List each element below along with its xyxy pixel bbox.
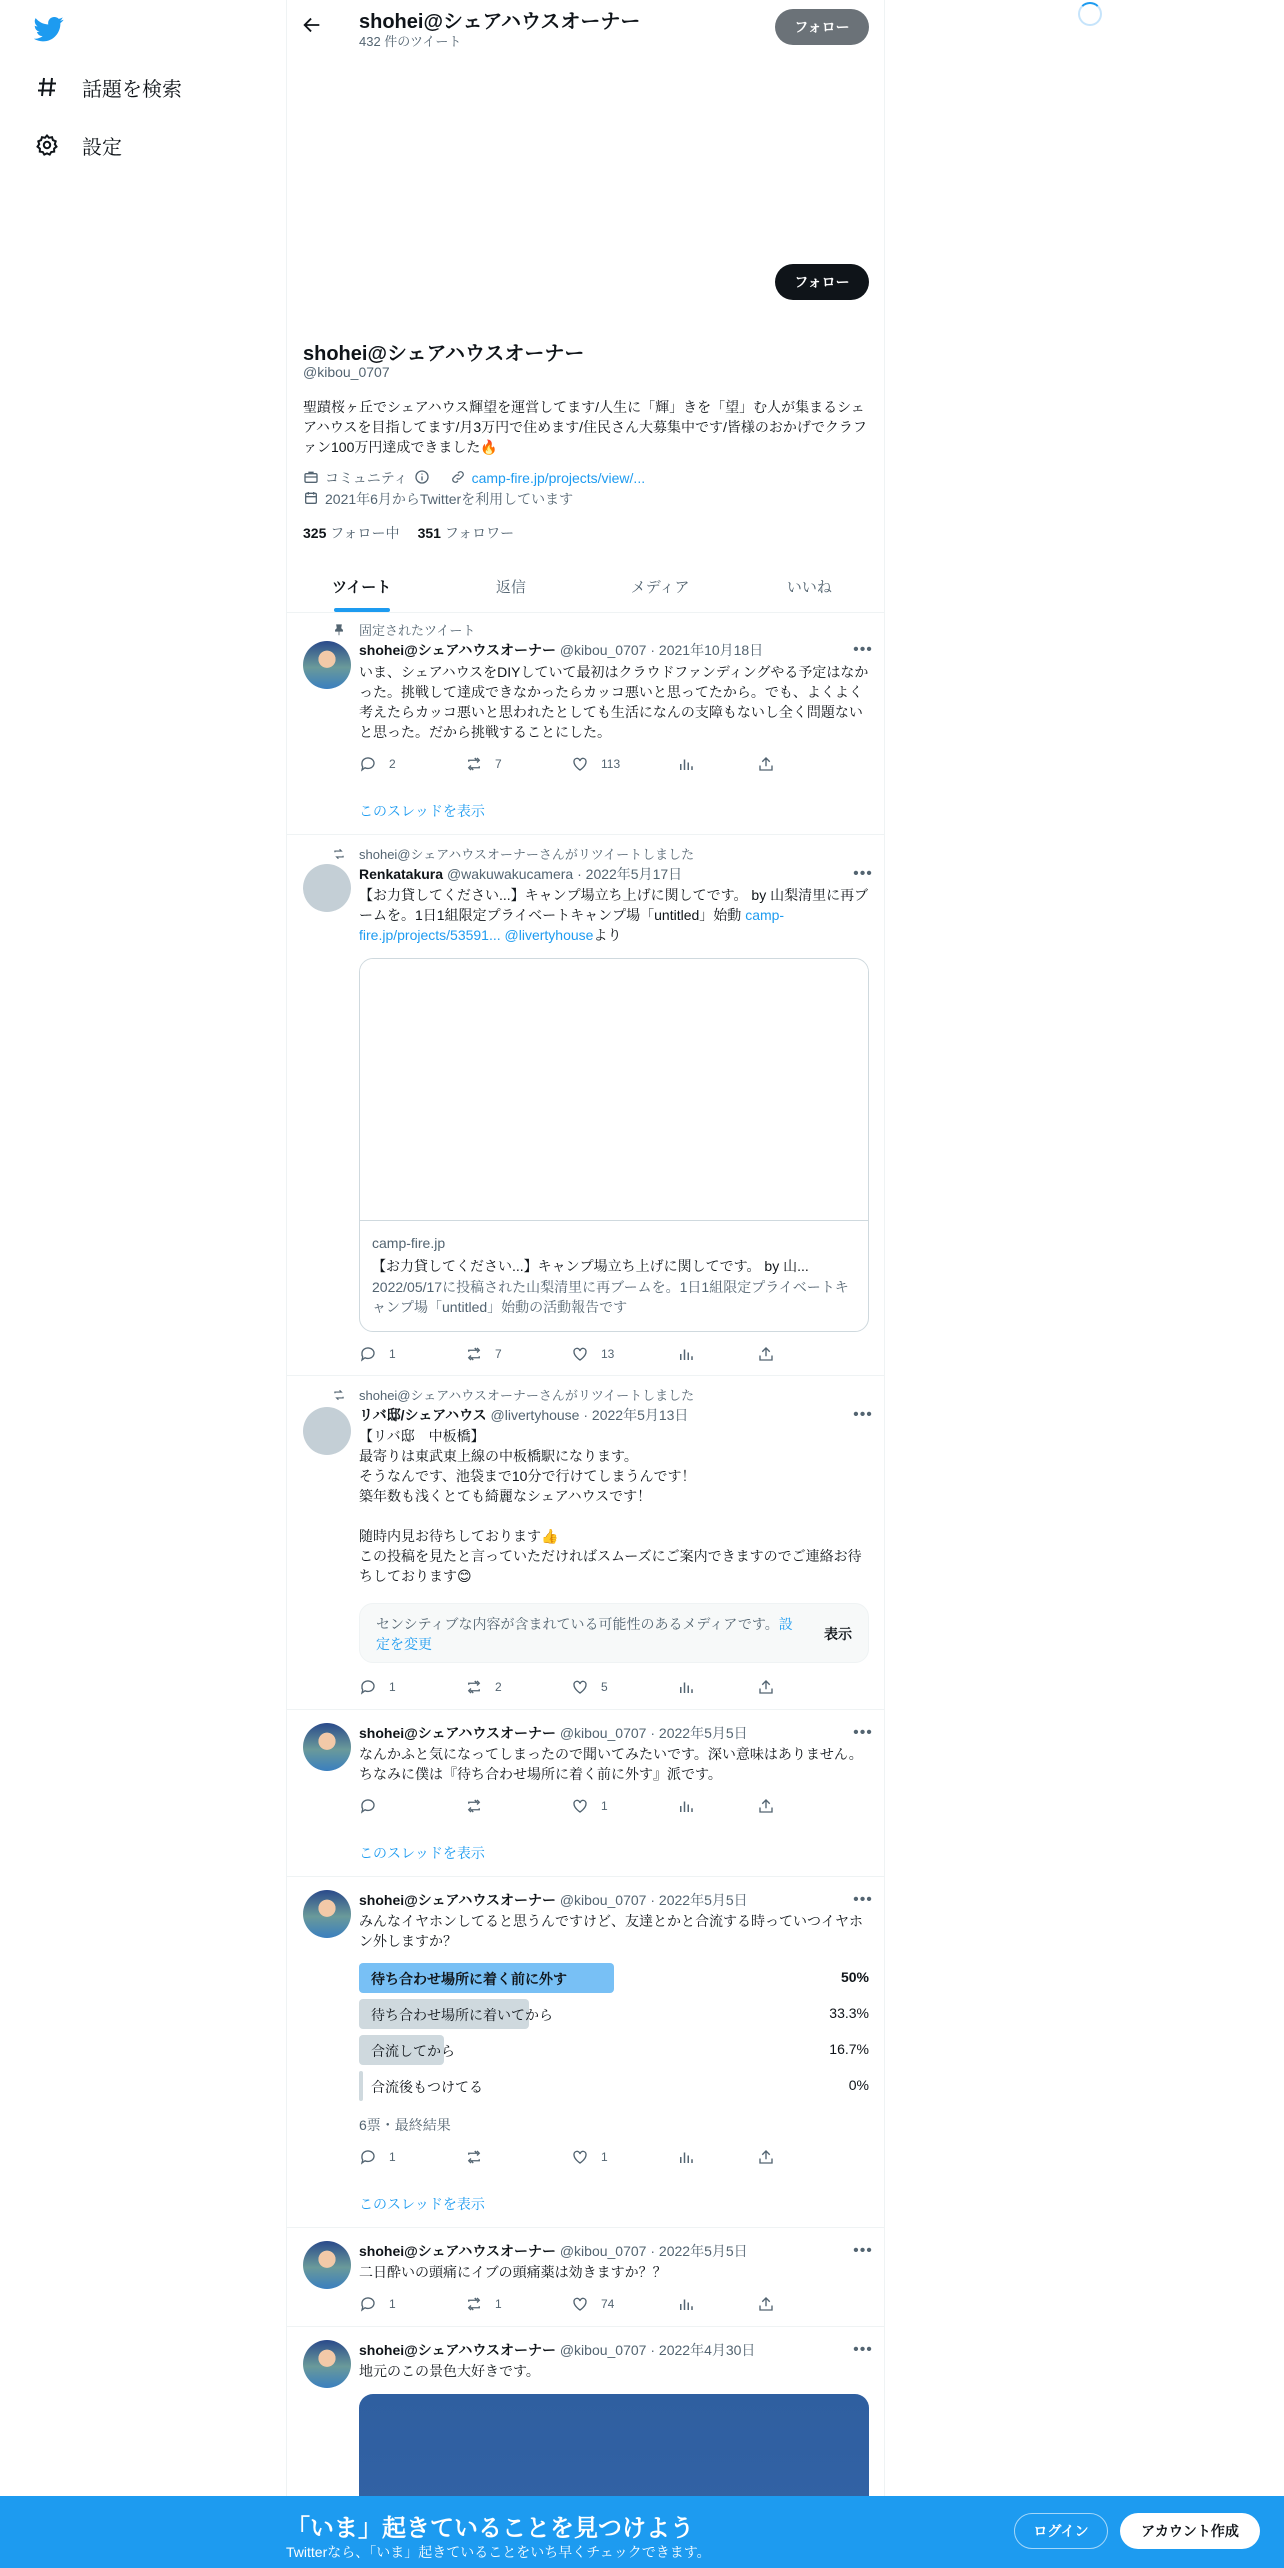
tweet[interactable] bbox=[287, 1377, 884, 1710]
reply-button[interactable]: 1 bbox=[359, 1678, 465, 1696]
avatar[interactable] bbox=[303, 864, 351, 912]
analytics-button[interactable] bbox=[677, 1797, 757, 1815]
profile-name: shohei@シェアハウスオーナー bbox=[303, 343, 585, 365]
retweet-icon bbox=[465, 1678, 483, 1696]
author-handle: @kibou_0707 bbox=[559, 1892, 647, 1908]
bar-chart-icon bbox=[677, 2148, 695, 2166]
calendar-icon bbox=[303, 490, 319, 509]
tweet[interactable] bbox=[287, 836, 884, 1376]
share-icon bbox=[757, 2148, 775, 2166]
signup-banner bbox=[0, 2496, 1284, 2568]
retweet-button[interactable] bbox=[465, 2148, 571, 2166]
heart-icon bbox=[571, 1678, 589, 1696]
avatar[interactable] bbox=[303, 2340, 351, 2388]
reply-button[interactable] bbox=[359, 1797, 465, 1815]
tweet-actions bbox=[359, 1677, 799, 1697]
nav-item-label: 話題を検索 bbox=[82, 78, 182, 101]
card-description: 2022/05/17に投稿された山梨清里に再ブームを。1日1組限定プライベートキャンプ場「untitled」始動の活動報告です bbox=[372, 1279, 849, 1315]
tab-media[interactable]: メディア bbox=[630, 579, 690, 596]
following-link[interactable]: 325 フォロー中 bbox=[303, 525, 400, 541]
tweet-actions bbox=[359, 2294, 799, 2314]
reply-icon bbox=[359, 755, 377, 773]
share-icon bbox=[757, 2295, 775, 2313]
banner-subtitle: Twitterなら、「いま」起きていることをいち早くチェックできます。 bbox=[286, 2544, 711, 2560]
pinned-context: 固定されたツイート bbox=[359, 620, 475, 639]
tweet[interactable] bbox=[287, 614, 884, 835]
card-image bbox=[360, 959, 868, 1221]
poll-meta: 6票・最終結果 bbox=[359, 2117, 451, 2133]
share-button[interactable] bbox=[757, 2148, 775, 2166]
tweet-actions bbox=[359, 754, 799, 774]
share-icon bbox=[757, 1678, 775, 1696]
nav-item-explore[interactable] bbox=[34, 67, 182, 107]
share-icon bbox=[757, 1797, 775, 1815]
heart-icon bbox=[571, 1797, 589, 1815]
show-thread-link[interactable]: このスレッドを表示 bbox=[359, 1845, 485, 1861]
tweet-actions bbox=[359, 2147, 799, 2167]
tab-replies[interactable]: 返信 bbox=[495, 579, 526, 596]
poll bbox=[359, 1963, 869, 2107]
reply-button[interactable]: 1 bbox=[359, 2295, 465, 2313]
tweet-header: Renkatakura @wakuwakucamera · 2022年5月17日 bbox=[359, 866, 683, 882]
reply-icon bbox=[359, 1345, 377, 1363]
share-icon bbox=[757, 755, 775, 773]
bar-chart-icon bbox=[677, 1345, 695, 1363]
author-handle: @kibou_0707 bbox=[559, 1725, 647, 1741]
tweet-text: 【お力貸してください...】キャンプ場立ち上げに関してです。 by 山梨清里に再ブームを。1日1組限定プライベートキャンプ場「untitled」始動 camp-fire.jp/projects/53591... @livertyhouseより bbox=[359, 887, 869, 943]
main-column bbox=[286, 0, 885, 2568]
loading-spinner-icon bbox=[1078, 2, 1102, 26]
analytics-button[interactable] bbox=[677, 2148, 757, 2166]
retweet-context: shohei@シェアハウスオーナーさんがリツイートしました bbox=[359, 844, 694, 863]
heart-icon bbox=[571, 2148, 589, 2166]
retweet-icon bbox=[465, 1345, 483, 1363]
author-name[interactable]: shohei@シェアハウスオーナー bbox=[359, 2243, 556, 2259]
like-button[interactable]: 1 bbox=[571, 2148, 677, 2166]
author-name[interactable]: shohei@シェアハウスオーナー bbox=[359, 1725, 556, 1741]
retweet-button[interactable]: 1 bbox=[465, 2295, 571, 2313]
profile-joined: 2021年6月からTwitterを利用しています bbox=[325, 491, 574, 507]
nav-item-settings[interactable] bbox=[34, 125, 122, 165]
left-nav bbox=[0, 0, 286, 200]
header-profile-name: shohei@シェアハウスオーナー bbox=[359, 11, 641, 33]
tweet-date[interactable]: 2021年10月18日 bbox=[658, 642, 764, 658]
retweet-icon bbox=[331, 1387, 347, 1403]
tweet-text: みんなイヤホンしてると思うんですけど、友達とかと合流する時っていつイヤホン外しますか？ bbox=[359, 1913, 863, 1949]
tweet-header: shohei@シェアハウスオーナー @kibou_0707 · 2021年10月18日 bbox=[359, 642, 764, 658]
more-options-icon[interactable]: ••• bbox=[853, 641, 873, 658]
tweet-link[interactable]: camp-fire.jp/projects/53591... bbox=[359, 907, 785, 943]
retweet-button[interactable]: 2 bbox=[465, 1678, 571, 1696]
profile-meta-row bbox=[303, 468, 645, 488]
more-options-icon[interactable]: ••• bbox=[853, 1891, 873, 1908]
hashtag-icon bbox=[34, 74, 60, 100]
author-name[interactable]: shohei@シェアハウスオーナー bbox=[359, 1892, 556, 1908]
tweet-actions bbox=[359, 1344, 799, 1364]
gear-icon bbox=[34, 132, 60, 158]
heart-icon bbox=[571, 2295, 589, 2313]
profile-joined-row bbox=[303, 489, 573, 509]
twitter-logo-icon[interactable] bbox=[34, 14, 64, 44]
poll-option: 合流後もつけてる 0% bbox=[359, 2071, 869, 2101]
avatar[interactable] bbox=[303, 1723, 351, 1771]
author-name[interactable]: shohei@シェアハウスオーナー bbox=[359, 642, 556, 658]
tweet-header: リバ邸/シェアハウス @livertyhouse · 2022年5月13日 bbox=[359, 1407, 689, 1423]
author-handle: @wakuwakucamera bbox=[446, 866, 574, 882]
briefcase-icon bbox=[303, 469, 319, 488]
reply-button[interactable]: 1 bbox=[359, 1345, 465, 1363]
author-handle: @kibou_0707 bbox=[559, 2243, 647, 2259]
analytics-button[interactable] bbox=[677, 1345, 757, 1363]
link-icon bbox=[450, 469, 466, 488]
avatar[interactable] bbox=[303, 2241, 351, 2289]
poll-option: 合流してから 16.7% bbox=[359, 2035, 869, 2065]
signup-button[interactable]: アカウント作成 bbox=[1120, 2513, 1260, 2549]
tweet-date[interactable]: 2022年5月5日 bbox=[658, 2243, 748, 2259]
profile-link[interactable]: camp-fire.jp/projects/view/... bbox=[471, 470, 646, 486]
pin-icon bbox=[331, 622, 347, 638]
like-button[interactable]: 113 bbox=[571, 755, 677, 773]
reply-icon bbox=[359, 1797, 377, 1815]
profile-tabs bbox=[287, 561, 884, 613]
share-button[interactable] bbox=[757, 755, 775, 773]
tweet-date[interactable]: 2022年5月17日 bbox=[585, 866, 683, 882]
tab-tweets[interactable]: ツイート bbox=[287, 561, 436, 612]
info-icon[interactable] bbox=[414, 469, 430, 488]
tweet-text: いま、シェアハウスをDIYしていて最初はクラウドファンディングやる予定はなかった。挑戦して達成できなかったらカッコ悪いと思ってたから。でも、よくよく考えたらカッコ悪いと思われたとしても生活になんの支障もないし全く問題ないと思った。だから挑戦することにした。 bbox=[359, 664, 869, 740]
more-options-icon[interactable]: ••• bbox=[853, 2341, 873, 2358]
bar-chart-icon bbox=[677, 2295, 695, 2313]
share-button[interactable] bbox=[757, 1678, 775, 1696]
analytics-button[interactable] bbox=[677, 2295, 757, 2313]
card-title: 【お力貸してください...】キャンプ場立ち上げに関してです。 by 山... bbox=[372, 1258, 809, 1274]
poll-bar bbox=[359, 2071, 363, 2101]
author-handle: @kibou_0707 bbox=[559, 2342, 647, 2358]
link-card[interactable] bbox=[359, 958, 869, 1332]
share-button[interactable] bbox=[757, 1345, 775, 1363]
avatar[interactable] bbox=[303, 1890, 351, 1938]
like-button[interactable]: 74 bbox=[571, 2295, 677, 2313]
tweet[interactable] bbox=[287, 1711, 884, 1877]
avatar[interactable] bbox=[303, 1407, 351, 1455]
author-handle: @livertyhouse bbox=[490, 1407, 580, 1423]
share-icon bbox=[757, 1345, 775, 1363]
tweet-text: なんかふと気になってしまったので聞いてみたいです。深い意味はありません。ちなみに僕は『待ち合わせ場所に着く前に外す』派です。 bbox=[359, 1746, 863, 1782]
author-name[interactable]: リバ邸/シェアハウス bbox=[359, 1407, 487, 1423]
tweet[interactable] bbox=[287, 2229, 884, 2327]
back-arrow-icon[interactable] bbox=[301, 14, 327, 40]
tweet-date[interactable]: 2022年5月13日 bbox=[591, 1407, 689, 1423]
header-tweet-count: 432 件のツイート bbox=[359, 34, 462, 49]
profile-stats bbox=[303, 523, 514, 543]
like-button[interactable]: 5 bbox=[571, 1678, 677, 1696]
heart-icon bbox=[571, 755, 589, 773]
analytics-button[interactable] bbox=[677, 755, 757, 773]
nav-item-label: 設定 bbox=[82, 136, 122, 159]
login-button[interactable]: ログイン bbox=[1014, 2513, 1108, 2549]
share-button[interactable] bbox=[757, 2295, 775, 2313]
header-follow-button[interactable]: フォロー bbox=[775, 9, 869, 45]
tweet-date[interactable]: 2022年4月30日 bbox=[658, 2342, 756, 2358]
reply-button[interactable]: 2 bbox=[359, 755, 465, 773]
change-settings-link[interactable]: 設定を変更 bbox=[376, 1616, 793, 1652]
profile-bio: 聖蹟桜ヶ丘でシェアハウス輝望を運営してます/人生に「輝」きを「望」む人が集まるシェアハウスを目指してます/月3万円で住めます/住民さん大募集中です/皆様のおかげでクラファン100万円達成できました🔥 bbox=[303, 399, 867, 455]
more-options-icon[interactable]: ••• bbox=[853, 2242, 873, 2259]
poll-option: 待ち合わせ場所に着いてから 33.3% bbox=[359, 1999, 869, 2029]
retweet-button[interactable]: 7 bbox=[465, 1345, 571, 1363]
bar-chart-icon bbox=[677, 755, 695, 773]
retweet-button[interactable]: 7 bbox=[465, 755, 571, 773]
more-options-icon[interactable]: ••• bbox=[853, 1406, 873, 1423]
tweet-header: shohei@シェアハウスオーナー @kibou_0707 · 2022年5月5日 bbox=[359, 1892, 748, 1908]
reply-icon bbox=[359, 1678, 377, 1696]
bar-chart-icon bbox=[677, 1678, 695, 1696]
retweet-icon bbox=[465, 2148, 483, 2166]
mention-link[interactable]: @livertyhouse bbox=[504, 927, 594, 943]
tweet-date[interactable]: 2022年5月5日 bbox=[658, 1892, 748, 1908]
show-thread-link[interactable]: このスレッドを表示 bbox=[359, 803, 485, 819]
bar-chart-icon bbox=[677, 1797, 695, 1815]
profile-category: コミュニティ bbox=[325, 470, 408, 486]
tweet-header: shohei@シェアハウスオーナー @kibou_0707 · 2022年5月5日 bbox=[359, 1725, 748, 1741]
retweet-icon bbox=[465, 1797, 483, 1815]
retweet-icon bbox=[465, 755, 483, 773]
retweet-context: shohei@シェアハウスオーナーさんがリツイートしました bbox=[359, 1385, 694, 1404]
more-options-icon[interactable]: ••• bbox=[853, 1724, 873, 1741]
followers-link[interactable]: 351 フォロワー bbox=[417, 525, 515, 541]
author-name[interactable]: shohei@シェアハウスオーナー bbox=[359, 2342, 556, 2358]
reply-button[interactable]: 1 bbox=[359, 2148, 465, 2166]
tweet-text: 地元のこの景色大好きです。 bbox=[359, 2363, 540, 2379]
tab-likes[interactable]: いいね bbox=[786, 579, 832, 596]
analytics-button[interactable] bbox=[677, 1678, 757, 1696]
like-button[interactable]: 1 bbox=[571, 1797, 677, 1815]
follow-button[interactable]: フォロー bbox=[775, 264, 869, 300]
reply-icon bbox=[359, 2148, 377, 2166]
tweet-text: 【リバ邸 中板橋】 最寄りは東武東上線の中板橋駅になります。 そうなんです、池袋まで10分で行けてしまうんです！ 築年数も浅くとても綺麗なシェアハウスです！ 随時内見お待ちしております👍 この投稿を見たと言っていただければスムーズにご案内できますのでご連絡お待ちしております😊 bbox=[359, 1428, 862, 1584]
tweet-header: shohei@シェアハウスオーナー @kibou_0707 · 2022年4月30日 bbox=[359, 2342, 756, 2358]
reply-icon bbox=[359, 2295, 377, 2313]
retweet-button[interactable] bbox=[465, 1797, 571, 1815]
tweet-text: 二日酔いの頭痛にイブの頭痛薬は効きますか？？ bbox=[359, 2264, 667, 2280]
more-options-icon[interactable]: ••• bbox=[853, 865, 873, 882]
like-button[interactable]: 13 bbox=[571, 1345, 677, 1363]
retweet-icon bbox=[331, 846, 347, 862]
tweet-date[interactable]: 2022年5月5日 bbox=[658, 1725, 748, 1741]
show-media-button[interactable]: 表示 bbox=[824, 1626, 852, 1642]
avatar[interactable] bbox=[303, 641, 351, 689]
tweet-actions bbox=[359, 1796, 799, 1816]
profile-header-bar bbox=[287, 0, 884, 54]
author-handle: @kibou_0707 bbox=[559, 642, 647, 658]
card-domain: camp-fire.jp bbox=[372, 1235, 446, 1251]
poll-option: 待ち合わせ場所に着く前に外す 50% bbox=[359, 1963, 869, 1993]
share-button[interactable] bbox=[757, 1797, 775, 1815]
sensitive-media-warning: センシティブな内容が含まれている可能性のあるメディアです。設定を変更 表示 bbox=[359, 1603, 869, 1663]
profile-handle: @kibou_0707 bbox=[303, 364, 390, 380]
tweet-header: shohei@シェアハウスオーナー @kibou_0707 · 2022年5月5日 bbox=[359, 2243, 748, 2259]
tweet[interactable] bbox=[287, 1878, 884, 2228]
heart-icon bbox=[571, 1345, 589, 1363]
banner-title: 「いま」起きていることを見つけよう bbox=[286, 2515, 694, 2542]
author-name[interactable]: Renkatakura bbox=[359, 866, 444, 882]
retweet-icon bbox=[465, 2295, 483, 2313]
show-thread-link[interactable]: このスレッドを表示 bbox=[359, 2196, 485, 2212]
